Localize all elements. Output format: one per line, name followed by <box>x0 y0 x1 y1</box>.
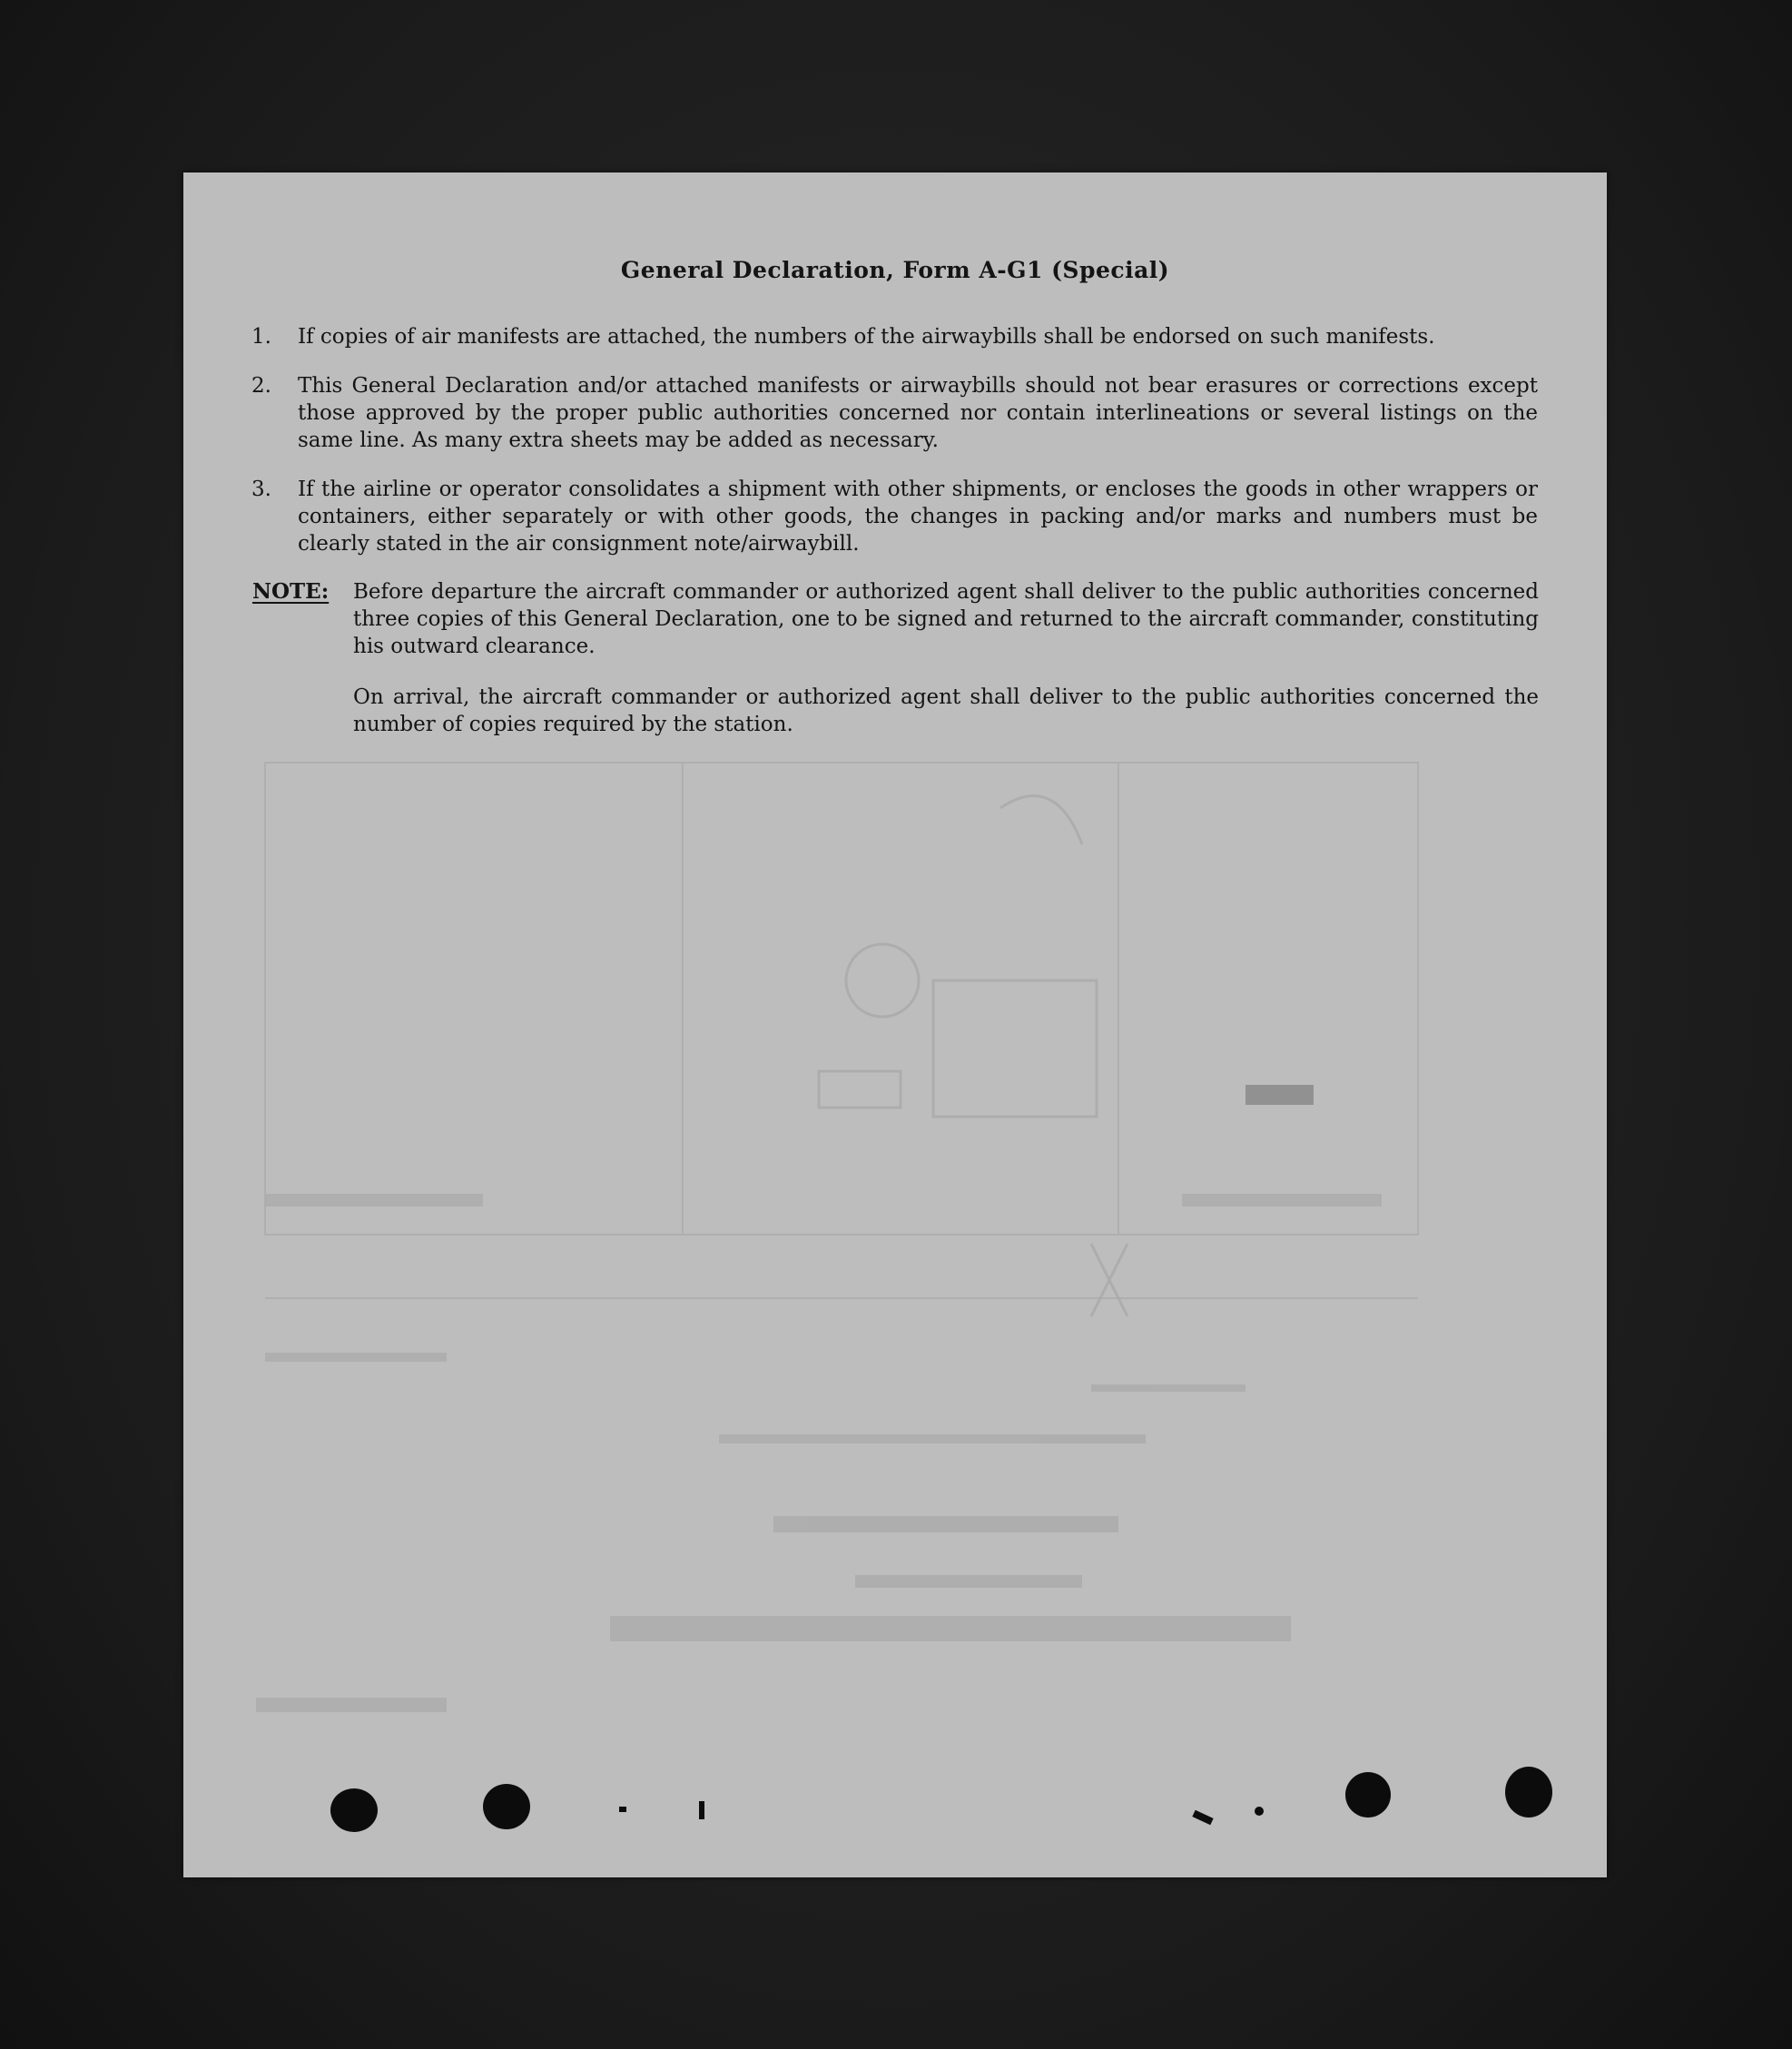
punch-hole <box>1345 1772 1391 1818</box>
punch-hole <box>1505 1767 1552 1818</box>
document-page <box>183 172 1607 1877</box>
item-text: If copies of air manifests are attached, the numbers of the airwaybills shall be endorsed on such manifests. <box>298 325 1435 349</box>
item-text: This General Declaration and/or attached manifests or airwaybills should not bear erasures or corrections except those approved by the proper public authorities concerned nor contain interlineations or several listings on the same line. As many extra sheets may be added as necessary. <box>298 374 1538 452</box>
ink-speck <box>1255 1807 1264 1816</box>
ink-speck <box>619 1807 626 1812</box>
note-label: NOTE: <box>252 579 330 604</box>
note-paragraph-1: Before departure the aircraft commander or authorized agent shall deliver to the public authorities concerned three copies of this General Declaration, one to be signed and returned to the aircraft commander, constituting his outward clearance. <box>353 580 1539 658</box>
item-number: 3. <box>251 478 271 501</box>
ink-speck <box>699 1801 704 1819</box>
item-number: 1. <box>251 325 271 349</box>
note-paragraph-2: On arrival, the aircraft commander or authorized agent shall deliver to the public authorities concerned the number of copies required by the station. <box>353 685 1539 736</box>
punch-hole <box>330 1788 378 1832</box>
item-text: If the airline or operator consolidates a shipment with other shipments, or encloses the goods in other wrappers or containers, either separately or with other goods, the changes in packing and/or marks and numbers must be clearly stated in the air consignment note/airwaybill. <box>298 478 1538 556</box>
ink-speck <box>1192 1810 1213 1826</box>
item-number: 2. <box>251 374 271 398</box>
document-title: General Declaration, Form A-G1 (Special) <box>620 257 1170 283</box>
punch-hole <box>483 1784 530 1829</box>
